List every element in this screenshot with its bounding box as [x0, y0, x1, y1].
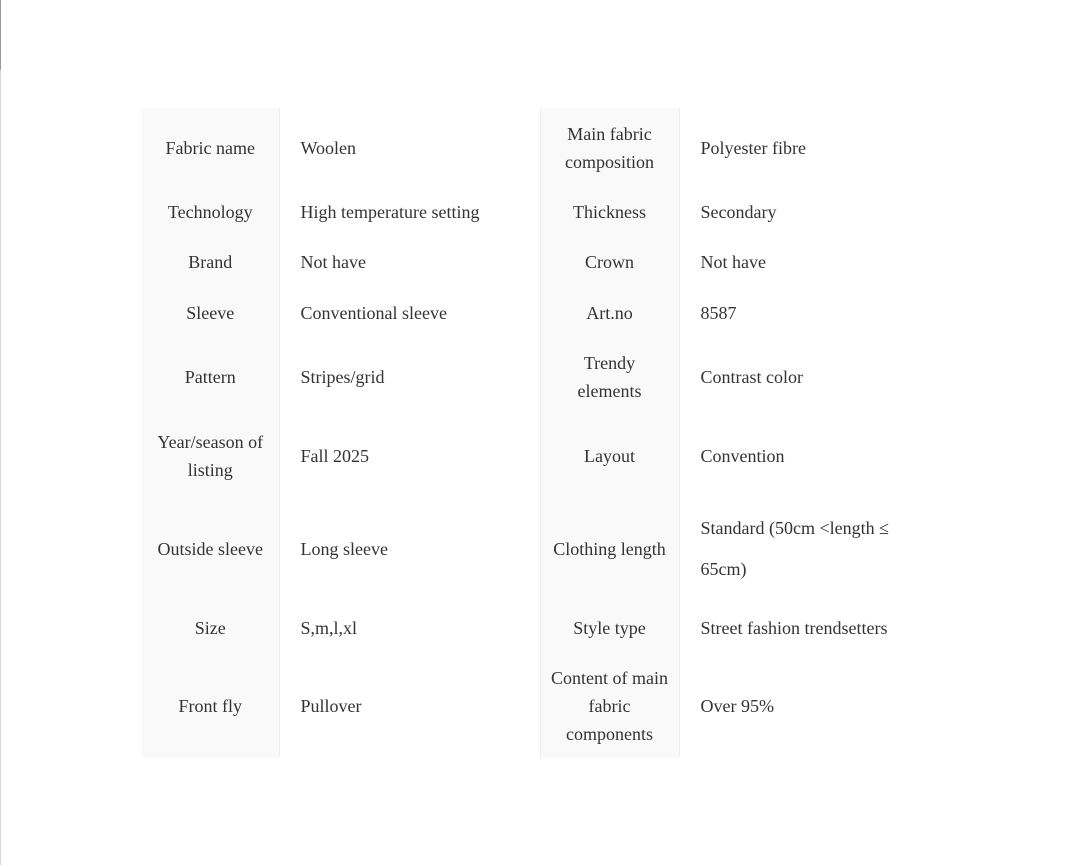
spec-label: Thickness — [540, 187, 679, 237]
table-row — [142, 653, 932, 758]
spec-label: Outside sleeve — [142, 496, 279, 602]
spec-label: Front fly — [142, 653, 279, 758]
spec-label: Sleeve — [142, 287, 279, 338]
spec-label: Trendy elements — [540, 338, 679, 416]
spec-label: Pattern — [142, 338, 279, 416]
spec-value: Not have — [700, 252, 766, 272]
spec-value: Woolen — [300, 137, 357, 158]
spec-value: Conventional sleeve — [300, 302, 447, 323]
spec-value: 8587 — [700, 302, 737, 323]
table-row — [142, 187, 932, 237]
spec-label: Clothing length — [540, 496, 679, 602]
spec-value: Standard (50cm <length ≤ 65cm) — [700, 518, 889, 579]
spec-label: Brand — [142, 237, 279, 287]
spec-value: Long sleeve — [300, 539, 388, 559]
page-left-border-mark — [0, 0, 1, 70]
spec-label: Layout — [540, 416, 679, 496]
table-row — [142, 237, 932, 287]
spec-label: Main fabric composition — [540, 108, 679, 187]
spec-label: Art.no — [540, 287, 679, 338]
spec-label: Style type — [540, 602, 679, 653]
spec-value: Street fashion trendsetters — [700, 617, 888, 638]
spec-value: Stripes/grid — [300, 367, 385, 387]
table-row — [142, 602, 932, 653]
spec-value: Over 95% — [700, 695, 774, 716]
spec-value: Fall 2025 — [300, 446, 370, 466]
spec-value: Contrast color — [700, 367, 803, 387]
spec-value: Not have — [300, 252, 366, 272]
table-row — [142, 338, 932, 416]
spec-label: Technology — [142, 187, 279, 237]
spec-value: Pullover — [300, 695, 362, 716]
table-row — [142, 416, 932, 496]
spec-label: Crown — [540, 237, 679, 287]
spec-label: Year/season of listing — [142, 416, 279, 496]
spec-label: Content of main fabric components — [540, 653, 679, 758]
table-row — [142, 287, 932, 338]
spec-label: Size — [142, 602, 279, 653]
spec-value: Secondary — [700, 202, 777, 222]
spec-value: S,m,l,xl — [300, 617, 358, 638]
spec-label: Fabric name — [142, 108, 279, 187]
table-row — [142, 496, 932, 602]
product-spec-table — [142, 108, 932, 758]
spec-value: Convention — [700, 446, 785, 466]
spec-value: Polyester fibre — [700, 137, 806, 158]
page-left-border — [0, 0, 1, 865]
spec-value: High temperature setting — [300, 202, 480, 222]
table-row — [142, 108, 932, 187]
